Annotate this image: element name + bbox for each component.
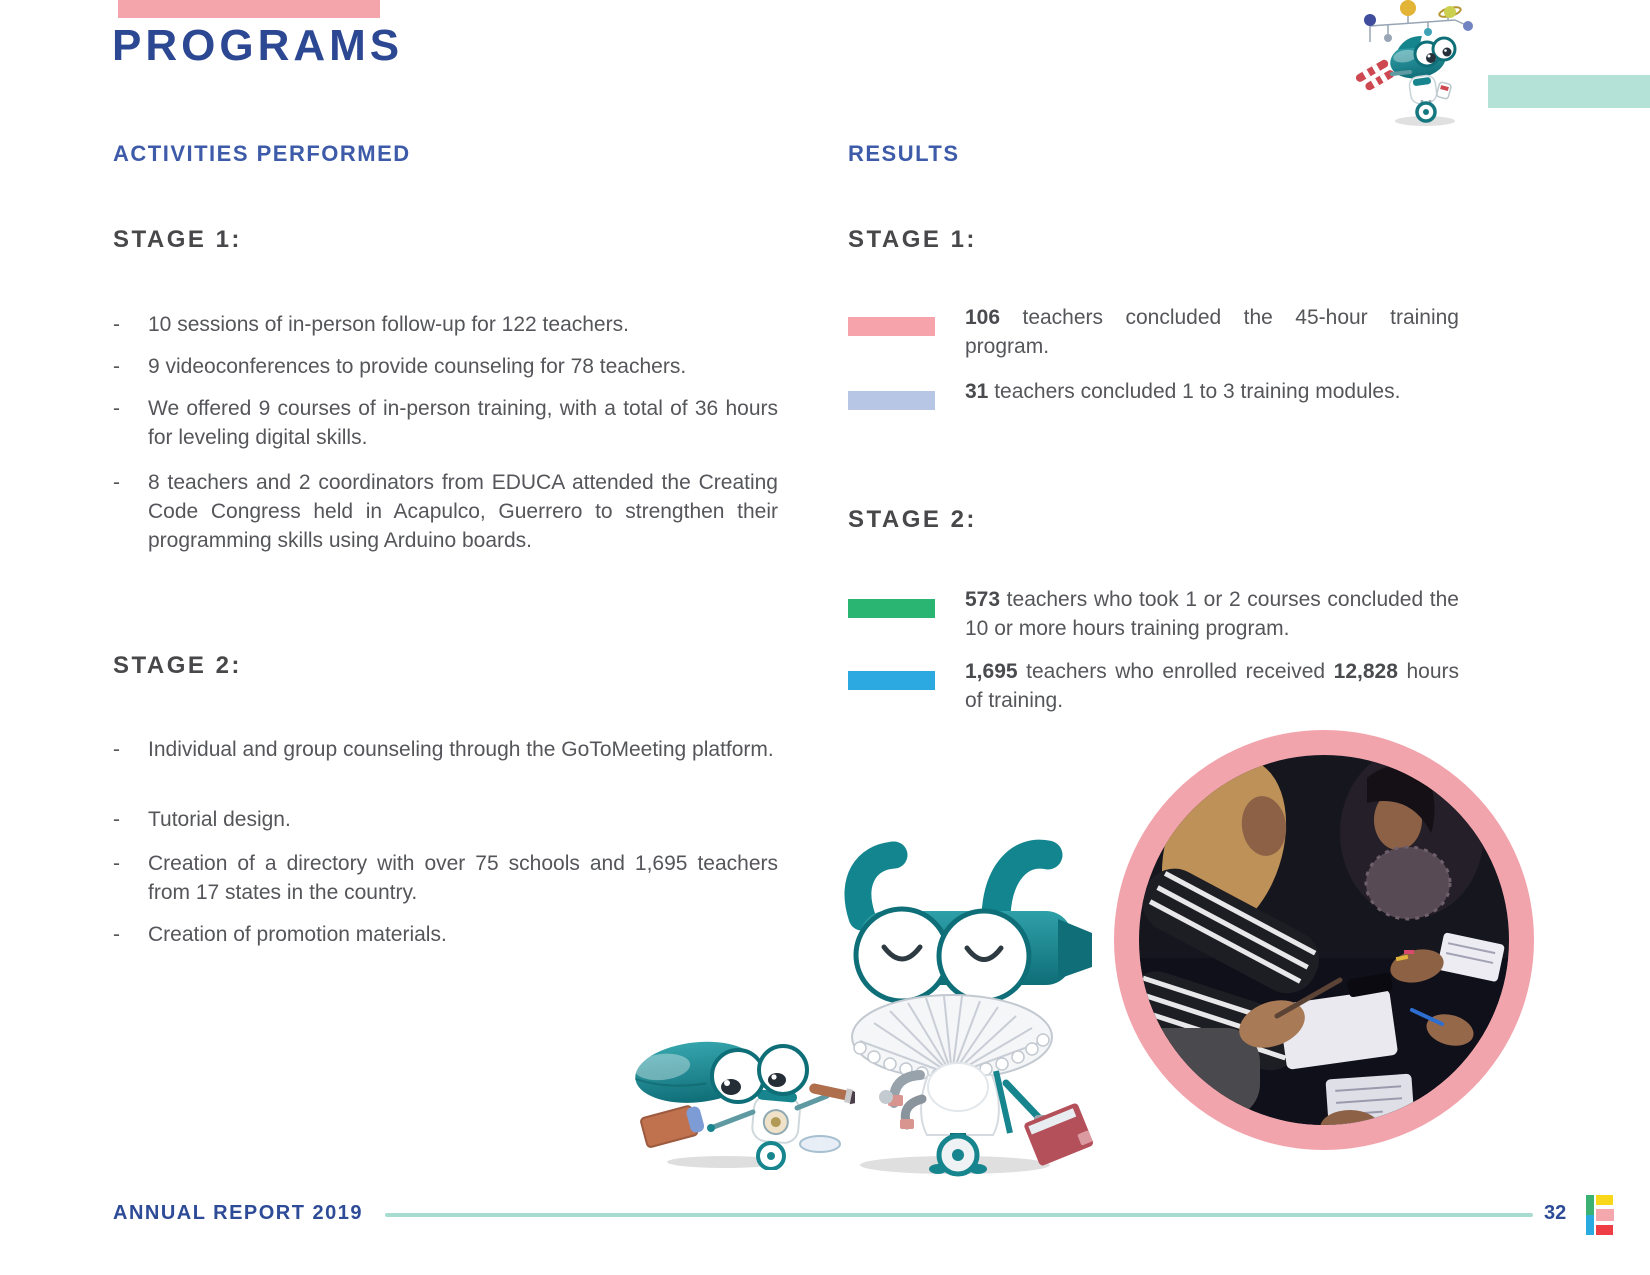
result-description: teachers who took 1 or 2 courses concluded the 10 or more hours training program. [965,588,1459,640]
result-description: teachers concluded 1 to 3 training modules. [988,380,1401,403]
list-item [113,920,778,949]
list-item [113,310,778,339]
activities-stage1-heading: STAGE 1: [113,226,242,253]
bullet-dash: - [113,923,120,946]
legend-swatch-lavender [848,391,935,410]
results-stage2-heading: STAGE 2: [848,506,977,533]
logo-block-red [1596,1225,1613,1235]
teal-accent-block [1488,75,1650,108]
result-text [965,303,1459,361]
activity-text: We offered 9 courses of in-person training, with a total of 36 hours for leveling digital skills. [148,397,778,449]
result-description: hours of training. [965,660,1459,712]
activity-text: 8 teachers and 2 coordinators from EDUCA attended the Creating Code Congress held in Acapulco, Guerrero to strengthen their programming skills using Arduino boards. [148,471,778,552]
teachers-photo-circle [1112,728,1536,1152]
list-item [113,849,778,907]
list-item [113,352,778,381]
legend-swatch-pink [848,317,935,336]
legend-swatch-green [848,599,935,618]
bullet-dash: - [113,738,120,761]
list-item [113,394,778,452]
ruff-collar-robot-icon [800,835,1100,1180]
accent-bar [118,0,380,18]
result-text [965,585,1459,643]
result-number: 106 [965,306,1001,329]
activity-text: Creation of promotion materials. [148,923,447,946]
page-number: 32 [1544,1202,1567,1224]
list-item [113,805,778,834]
robot-mascot-planets-icon [1330,0,1500,130]
result-number: 573 [965,588,1001,611]
brand-logo-e [1586,1194,1614,1235]
results-stage1-heading: STAGE 1: [848,226,977,253]
result-text [965,377,1459,406]
logo-block-green [1586,1195,1594,1215]
result-description: teachers who enrolled received [1017,660,1334,683]
list-item [113,735,778,764]
footer-report-title: ANNUAL REPORT 2019 [113,1202,364,1224]
bullet-dash: - [113,355,120,378]
logo-block-yellow [1596,1195,1613,1205]
activity-text: 10 sessions of in-person follow-up for 122 teachers. [148,313,629,336]
bullet-dash: - [113,808,120,831]
bullet-dash: - [113,397,120,420]
results-heading: RESULTS [848,141,960,166]
logo-block-blue [1586,1215,1594,1235]
result-text [965,657,1459,715]
result-number: 31 [965,380,989,403]
result-description: teachers concluded the 45-hour training program. [965,306,1459,358]
activities-stage2-heading: STAGE 2: [113,652,242,679]
bullet-dash: - [113,471,120,494]
activity-text: Tutorial design. [148,808,291,831]
activity-text: 9 videoconferences to provide counseling for 78 teachers. [148,355,687,378]
bullet-dash: - [113,313,120,336]
bullet-dash: - [113,852,120,875]
result-number: 12,828 [1333,660,1398,683]
logo-block-pink [1596,1209,1614,1221]
page-title: PROGRAMS [112,21,404,70]
activity-text: Creation of a directory with over 75 schools and 1,695 teachers from 17 states in the country. [148,852,778,904]
list-item [113,468,778,555]
activity-text: Individual and group counseling through the GoToMeeting platform. [148,738,774,761]
activities-heading: ACTIVITIES PERFORMED [113,141,411,166]
result-number: 1,695 [965,660,1018,683]
footer-divider-line [385,1213,1533,1217]
legend-swatch-blue [848,671,935,690]
